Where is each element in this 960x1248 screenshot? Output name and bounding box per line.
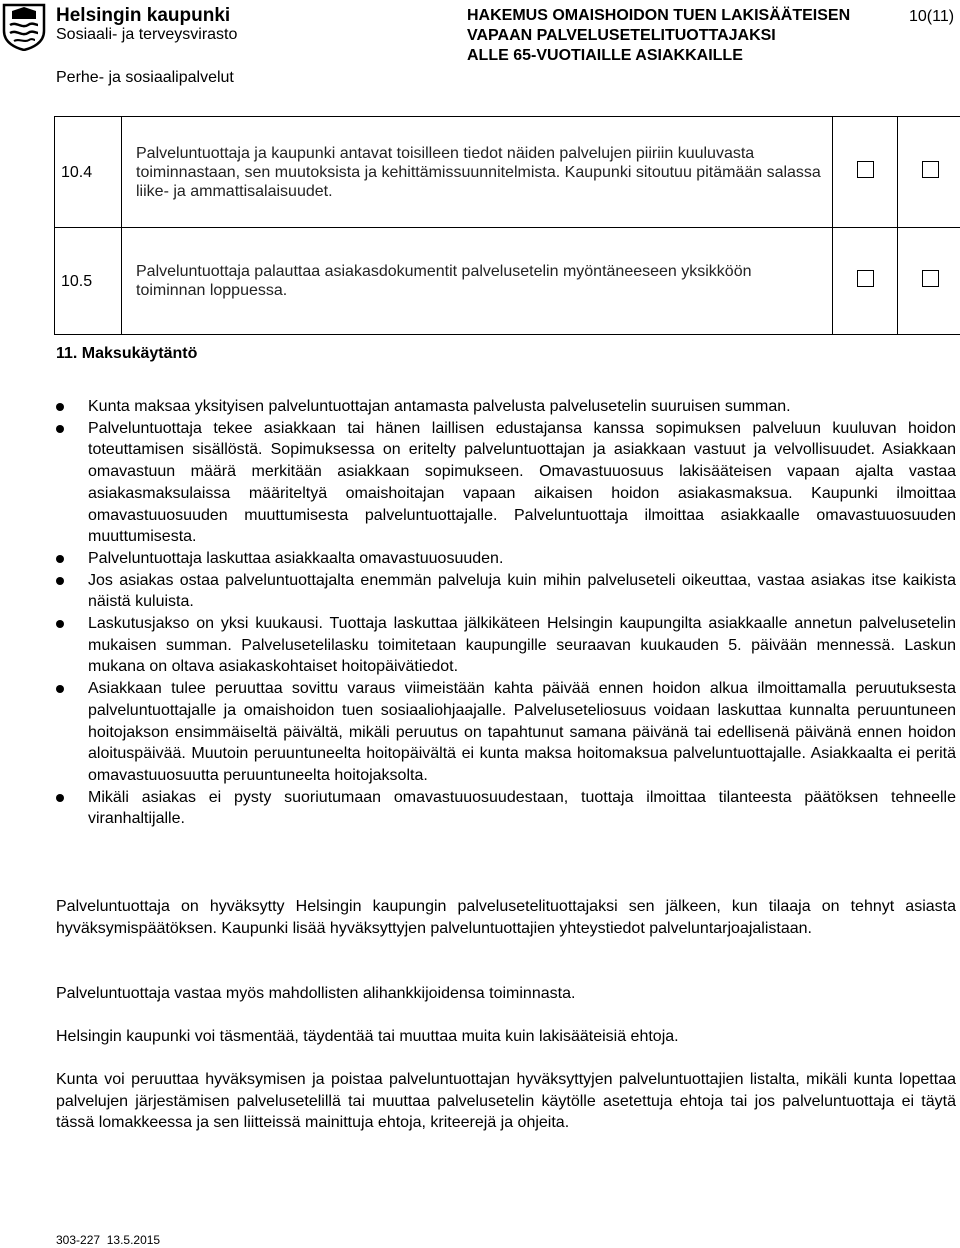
footer-code: 303-227 [56, 1233, 101, 1247]
list-item-text: Mikäli asiakas ei pysty suoriutumaan omavastuuosuudestaan, tuottaja ilmoittaa tilanteesta päätöksen tehneelle viranhaltijalle. [88, 788, 956, 828]
yes-checkbox[interactable] [857, 161, 874, 178]
criteria-number: 10.5 [55, 228, 122, 335]
no-checkbox[interactable] [922, 270, 939, 287]
criteria-row [55, 228, 960, 335]
no-checkbox[interactable] [922, 161, 939, 178]
organization-unit: Sosiaali- ja terveysvirasto [56, 26, 238, 43]
list-item [56, 570, 956, 613]
document-title-line: HAKEMUS OMAISHOIDON TUEN LAKISÄÄTEISEN [467, 7, 851, 24]
bullet-icon [56, 620, 64, 628]
checkbox-cell [898, 228, 960, 335]
checkbox-cell [898, 117, 960, 228]
bullet-icon [56, 555, 64, 563]
criteria-table [54, 116, 960, 335]
criteria-number: 10.4 [55, 117, 122, 228]
document-title [467, 6, 850, 66]
paragraph: Palveluntuottaja on hyväksytty Helsingin kaupungin palvelusetelituottajaksi sen jälkeen, kun tilaaja on tehnyt asiasta hyväksymispäätöksen. Kaupunki lisää hyväksyttyjen palveluntuottajien yhteystiedot palveluntarjoajalistaan. [56, 898, 956, 937]
criteria-row [55, 117, 960, 228]
footer [56, 1233, 160, 1247]
checkbox-cell [833, 228, 898, 335]
paragraph: Kunta voi peruuttaa hyväksymisen ja poistaa palveluntuottajan hyväksyttyjen palveluntuottajien listalta, mikäli kunta lopettaa palvelujen järjestämisen palvelusetelillä tai muuttaa palvelusetelin käytölle asetettuja ehtoja tai jos palveluntuottaja ei täytä tässä lomakkeessa ja sen liitteissä mainittuja ehtoja, kriteerejä ja ohjeita. [56, 1071, 956, 1132]
list-item-text: Asiakkaan tulee peruuttaa sovittu varaus viimeistään kahta päivää ennen hoidon alkua ilmoittamalla peruutuksesta palveluntuottajalle ja omaishoidon tuen sosiaaliohjaajalle. Palveluseteliosuus voidaan laskuttaa kunnalta peruuntuneen hoitojakson ensimmäiseltä päivältä, mikäli peruutus on tapahtunut samana päivänä tai edellisenä päivänä ennen hoidon aloituspäivää. Muutoin peruuntuneelta hoitopäivältä ei kunta maksa hoitomaksua palveluntuottajalle. Asiakkaalta ei peritä omavastuuosuutta peruuntuneelta hoitojaksolta. [88, 680, 956, 784]
list-item [56, 787, 956, 830]
list-item-text: Jos asiakas ostaa palveluntuottajalta enemmän palveluja kuin mihin palveluseteli oikeuttaa, vastaa asiakas itse kaikista näistä kuluista. [88, 571, 956, 611]
list-item-text: Palveluntuottaja laskuttaa asiakkaalta omavastuuosuuden. [88, 549, 504, 567]
checkbox-cell [833, 117, 898, 228]
yes-checkbox[interactable] [857, 270, 874, 287]
footer-date: 13.5.2015 [106, 1233, 161, 1247]
organization-name: Helsingin kaupunki [56, 5, 231, 26]
list-item-text: Kunta maksaa yksityisen palveluntuottajan antamasta palvelusta palvelusetelin suuruisen summan. [88, 398, 791, 415]
bullet-icon [56, 794, 64, 802]
list-item-text: Laskutusjakso on yksi kuukausi. Tuottaja laskuttaa jälkikäteen Helsingin kaupungilta asiakkaalle annetun palvelusetelin mukaisen summan. Palvelusetelilasku toimitetaan kaupungille seuraavan kuukauden 5. päivään mennessä. Laskun mukana on oltava asiakaskohtaiset hoitopäivätiedot. [88, 615, 956, 676]
paragraph: Palveluntuottaja vastaa myös mahdollisten alihankkijoidensa toiminnasta. [56, 985, 576, 1002]
list-item [56, 613, 956, 678]
document-title-line: VAPAAN PALVELUSETELITUOTTAJAKSI [467, 27, 776, 44]
list-item [56, 548, 956, 570]
department-name: Perhe- ja sosiaalipalvelut [56, 69, 234, 86]
criteria-text: Palveluntuottaja ja kaupunki antavat toisilleen tiedot näiden palvelujen piiriin kuuluvasta toiminnastaan, sen muutoksista ja kehittämissuunnitelmista. Kaupunki sitoutuu pitämään salassa liike- ja ammattisalaisuudet. [122, 117, 833, 228]
section-heading: 11. Maksukäytäntö [56, 345, 198, 362]
list-item [56, 396, 956, 418]
list-item-text: Palveluntuottaja tekee asiakkaan tai hänen laillisen edustajansa kanssa sopimuksen palveluun kuuluvan hoidon toteuttamisen sisällöstä. Sopimuksessa on eritelty palveluntuottajan ja asiakkaan vastuut ja velvollisuudet. Asiakkaan omavastuun määrä merkitään asiakkaan sopimukseen. Omavastuuosuus lakisääteisen vapaan ajalta vastaa asiakasmaksulaissa määriteltyä omaishoitajan vapaan aikaisen hoidon asiakasmaksua. Kaupunki ilmoittaa omavastuuosuuden muuttumisesta palveluntuottajalle. Palveluntuottaja ilmoittaa asiakkaalle omavastuuosuuden muuttumisesta. [88, 419, 956, 546]
city-crest-logo [2, 3, 46, 51]
bullet-icon [56, 685, 64, 693]
paragraph: Helsingin kaupunki voi täsmentää, täydentää tai muuttaa muita kuin lakisääteisiä ehtoja. [56, 1028, 679, 1045]
bullet-icon [56, 425, 64, 433]
document-title-line: ALLE 65-VUOTIAILLE ASIAKKAILLE [467, 47, 743, 64]
criteria-text: Palveluntuottaja palauttaa asiakasdokumentit palvelusetelin myöntäneeseen yksikköön toiminnan loppuessa. [122, 228, 833, 335]
page-number: 10(11) [909, 8, 955, 25]
bullet-icon [56, 577, 64, 585]
list-item [56, 678, 956, 787]
bullet-icon [56, 403, 64, 411]
payment-terms-list [56, 396, 956, 830]
list-item [56, 418, 956, 548]
